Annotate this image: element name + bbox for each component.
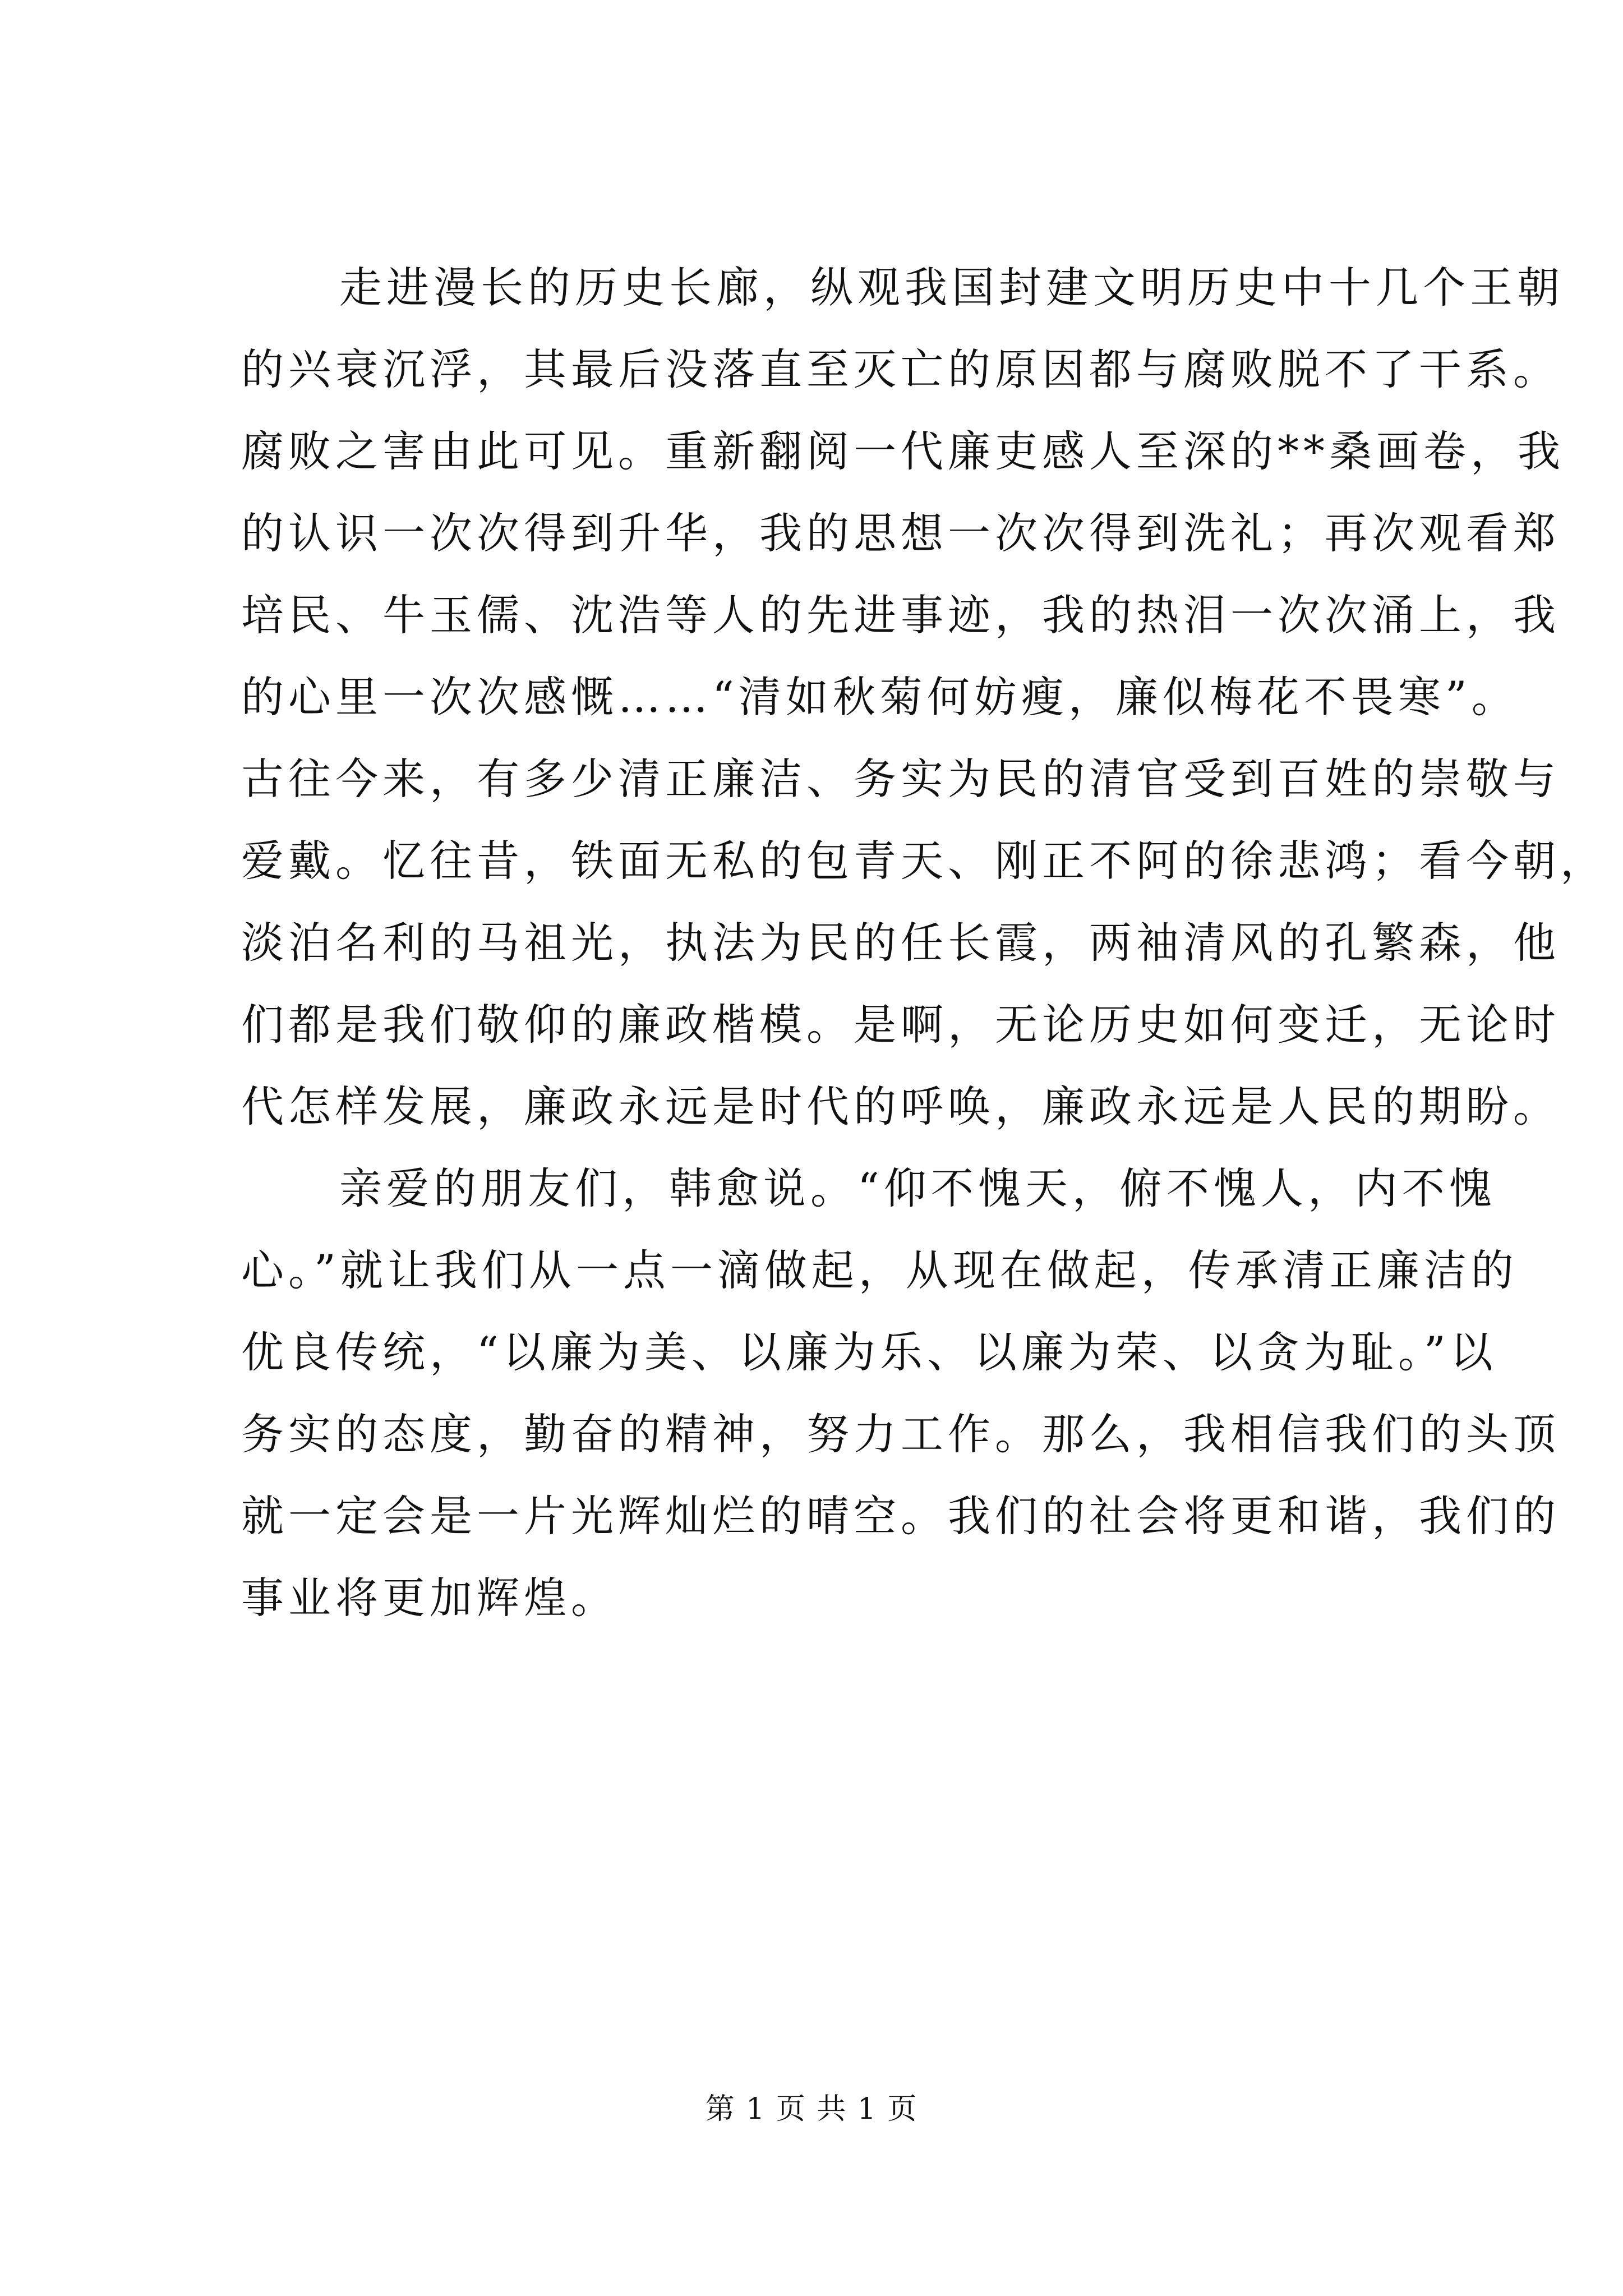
document-body [241,247,1607,1639]
page-footer: 第 1 页 共 1 页 [705,2092,918,2126]
paragraph-2-line-3: 优良传统，“以廉为美、以廉为乐、以廉为荣、以贪为耻。”以 [241,1327,1497,1377]
paragraph-2-line-2: 心。”就让我们从一点一滴做起，从现在做起，传承清正廉洁的 [241,1245,1518,1295]
paragraph-1-line-9: 淡泊名利的马祖光，执法为民的任长霞，两袖清风的孔繁森，他 [241,918,1560,968]
paragraph-1-line-4: 的认识一次次得到升华，我的思想一次次得到洗礼；再次观看郑 [241,508,1560,558]
paragraph-1-line-5: 培民、牛玉儒、沈浩等人的先进事迹，我的热泪一次次涌上，我 [241,590,1560,640]
paragraph-2-line-4: 务实的态度，勤奋的精神，努力工作。那么，我相信我们的头顶 [241,1409,1560,1459]
paragraph-1-line-7: 古往今来，有多少清正廉洁、务实为民的清官受到百姓的崇敬与 [241,754,1560,804]
paragraph-2-line-5: 就一定会是一片光辉灿烂的晴空。我们的社会将更和谐，我们的 [241,1491,1560,1541]
paragraph-1-line-2: 的兴衰沉浮，其最后没落直至灭亡的原因都与腐败脱不了干系。 [241,344,1560,394]
paragraph-1-line-3: 腐败之害由此可见。重新翻阅一代廉吏感人至深的**桑画卷，我 [241,426,1565,476]
paragraph-1-line-1: 走进漫长的历史长廊，纵观我国封建文明历史中十几个王朝 [339,263,1564,312]
paragraph-2-line-6: 事业将更加辉煌。 [241,1573,618,1623]
paragraph-1-line-8: 爱戴。忆往昔，铁面无私的包青天、刚正不阿的徐悲鸿；看今朝， [241,836,1607,886]
paragraph-1-line-10: 们都是我们敬仰的廉政楷模。是啊，无论历史如何变迁，无论时 [241,1000,1560,1050]
paragraph-1-line-6: 的心里一次次感慨……“清如秋菊何妨瘦，廉似梅花不畏寒”。 [241,672,1519,722]
paragraph-1-line-11: 代怎样发展，廉政永远是时代的呼唤，廉政永远是人民的期盼。 [241,1082,1560,1131]
paragraph-2-line-1: 亲爱的朋友们，韩愈说。“仰不愧天，俯不愧人，内不愧 [339,1163,1496,1213]
